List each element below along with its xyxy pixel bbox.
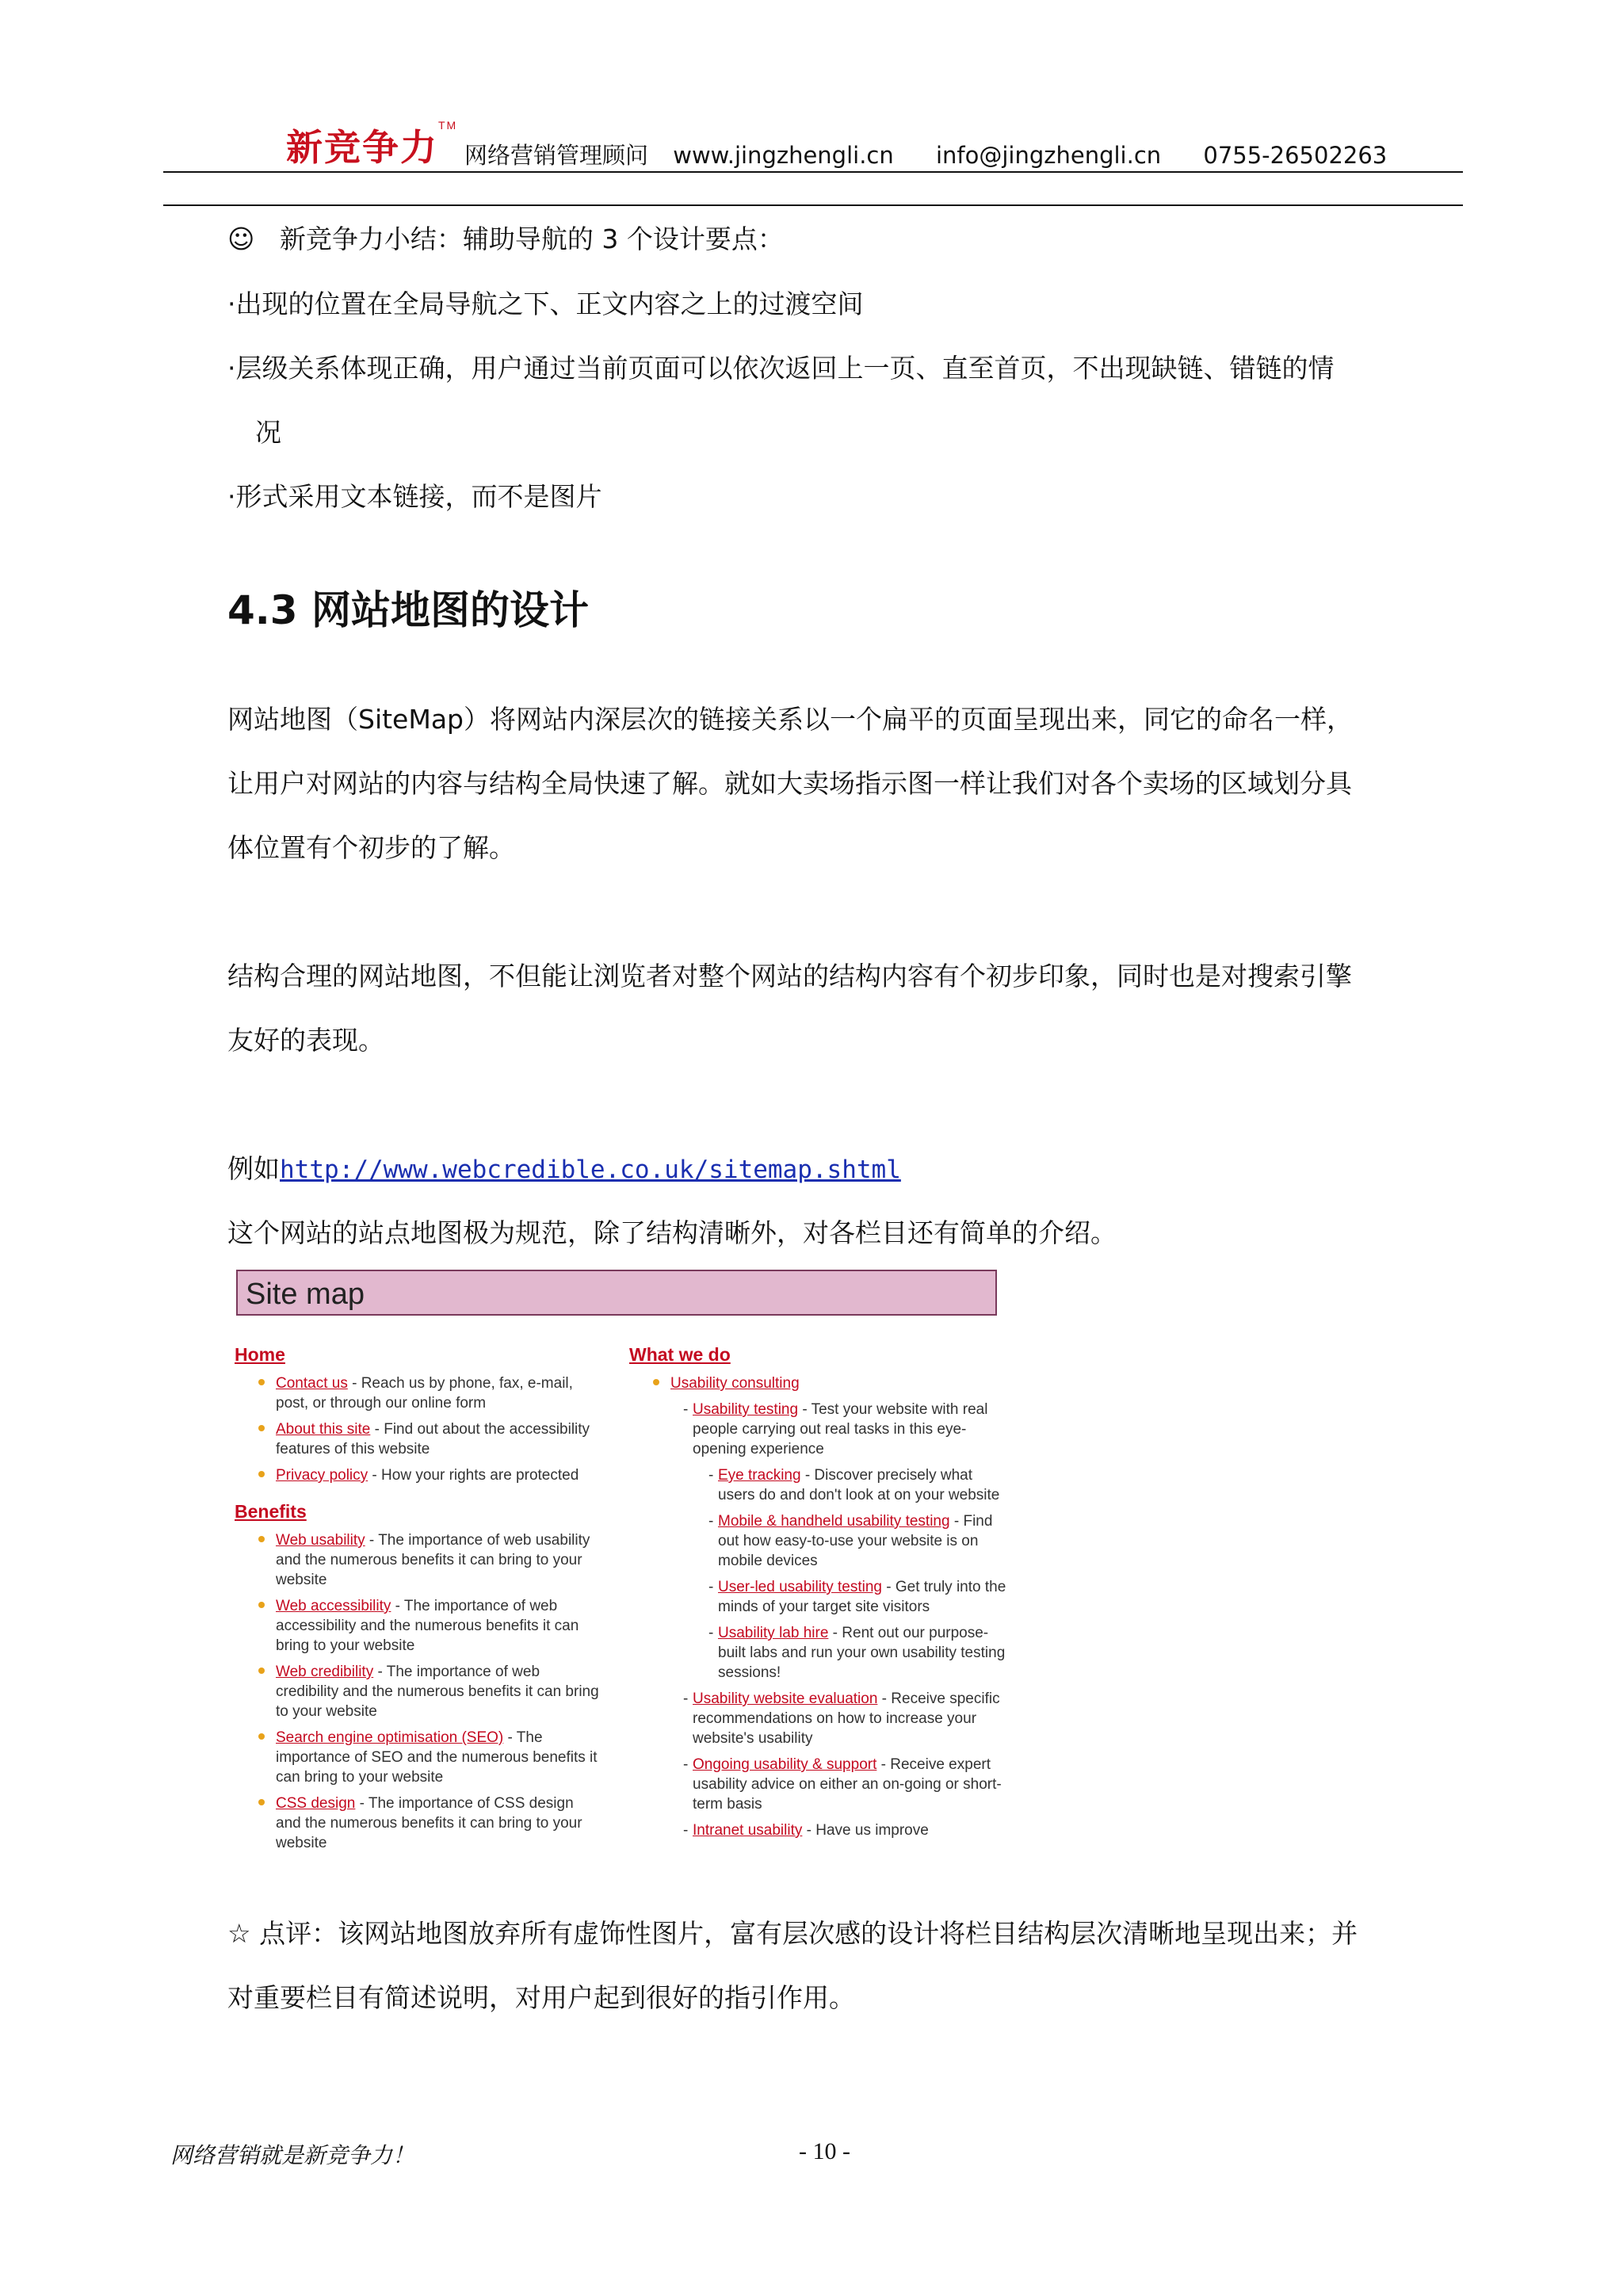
list-item: - Intranet usability - Have us improve xyxy=(683,1822,929,1839)
para2-line2: 友好的表现。 xyxy=(227,1025,384,1056)
list-item: - User-led usability testing - Get truly into the minds of your target site visitors xyxy=(708,1579,1006,1615)
bullet-icon xyxy=(258,1668,265,1674)
list-item: - Usability lab hire - Rent out our purpose-built labs and run your own usability testing sessions! xyxy=(708,1625,1006,1681)
header-divider-bottom xyxy=(163,204,1463,206)
list-item: - Ongoing usability & support - Receive expert usability advice on either an on-going or short-term basis xyxy=(683,1756,1002,1813)
review-line1: ☆ 点评：该网站地图放弃所有虚饰性图片，富有层次感的设计将栏目结构层次清晰地呈现出来；并 xyxy=(227,1918,1358,1949)
summary-bullet-2: ·层级关系体现正确，用户通过当前页面可以依次返回上一页、直至首页，不出现缺链、错链的情 xyxy=(227,353,1335,384)
sitemap-title-bar xyxy=(236,1270,997,1316)
header-website[interactable]: www.jingzhengli.cn xyxy=(673,142,894,169)
brand-logo: 新竞争力™ xyxy=(286,119,458,169)
sitemap-link[interactable]: Eye tracking xyxy=(718,1467,801,1484)
footer-slogan: 网络营销就是新竞争力！ xyxy=(170,2142,415,2168)
list-item: - Usability testing - Test your website with real people carrying out real tasks in this eye-opening experience xyxy=(683,1401,988,1457)
sitemap-link[interactable]: Usability testing xyxy=(693,1401,799,1418)
section-heading: 4.3 网站地图的设计 xyxy=(227,587,589,633)
header-subtitle: 网络营销管理顾问 xyxy=(464,142,649,169)
review-line2: 对重要栏目有简述说明，对用户起到很好的指引作用。 xyxy=(227,1982,855,2013)
sitemap-link[interactable]: Intranet usability xyxy=(693,1822,803,1839)
list-item: - Eye tracking - Discover precisely what users do and don't look at on your website xyxy=(708,1467,1000,1503)
list-item: Web usability - The importance of web usability and the numerous benefits it can bring to your website xyxy=(235,1530,601,1590)
header-divider-top xyxy=(163,171,1463,173)
list-item xyxy=(629,1373,995,1393)
page-header xyxy=(163,119,1463,174)
sitemap-what-we-do-link[interactable]: What we do xyxy=(629,1344,731,1365)
sitemap-left-column xyxy=(235,1344,607,1859)
bullet-icon xyxy=(258,1471,265,1477)
bullet-icon xyxy=(258,1799,265,1805)
list-item: Privacy policy - How your rights are protected xyxy=(235,1465,601,1485)
para1-line2: 让用户对网站的内容与结构全局快速了解。就如大卖场指示图一样让我们对各个卖场的区域划分具 xyxy=(227,768,1352,799)
sitemap-link[interactable]: Privacy policy xyxy=(276,1467,369,1484)
sitemap-benefits-link[interactable]: Benefits xyxy=(235,1501,307,1522)
header-contact-info xyxy=(464,138,1387,170)
header-email[interactable]: info@jingzhengli.cn xyxy=(935,142,1162,169)
header-phone: 0755-26502263 xyxy=(1203,142,1388,169)
sitemap-title: Site map xyxy=(246,1278,365,1311)
sitemap-link[interactable]: Search engine optimisation (SEO) xyxy=(276,1729,504,1746)
summary-bullet-1: ·出现的位置在全局导航之下、正文内容之上的过渡空间 xyxy=(227,288,864,319)
page-number: - 10 - xyxy=(799,2138,850,2164)
summary-title: ☺ 新竞争力小结：辅助导航的 3 个设计要点： xyxy=(227,223,784,254)
list-item: About this site - Find out about the accessibility features of this website xyxy=(235,1419,601,1459)
example-description: 这个网站的站点地图极为规范，除了结构清晰外，对各栏目还有简单的介绍。 xyxy=(227,1217,1117,1248)
bullet-icon xyxy=(258,1536,265,1542)
bullet-icon xyxy=(258,1425,265,1431)
list-item: Search engine optimisation (SEO) - The importance of SEO and the numerous benefits it can bring to your website xyxy=(235,1728,601,1787)
bullet-icon xyxy=(258,1379,265,1385)
sitemap-home-link[interactable]: Home xyxy=(235,1344,285,1365)
sitemap-link[interactable]: Web credibility xyxy=(276,1664,374,1680)
list-item: - Mobile & handheld usability testing - Find out how easy-to-use your website is on mobile devices xyxy=(708,1513,993,1569)
sitemap-link[interactable]: Mobile & handheld usability testing xyxy=(718,1513,950,1530)
sitemap-link[interactable]: Usability lab hire xyxy=(718,1625,829,1641)
sitemap-link[interactable]: Web usability xyxy=(276,1532,365,1549)
sitemap-right-column xyxy=(629,1344,1006,1847)
summary-bullet-2-cont: 况 xyxy=(255,417,281,448)
example-prefix: 例如 xyxy=(227,1153,280,1184)
trademark-mark: TM xyxy=(438,119,458,132)
list-item: Web credibility - The importance of web credibility and the numerous benefits it can bring to your website xyxy=(235,1662,601,1721)
example-link[interactable]: http://www.webcredible.co.uk/sitemap.shtml xyxy=(280,1156,901,1184)
sitemap-link[interactable]: User-led usability testing xyxy=(718,1579,882,1595)
bullet-icon xyxy=(258,1733,265,1740)
sitemap-link[interactable]: CSS design xyxy=(276,1795,356,1812)
para1-line1: 网站地图（SiteMap）将网站内深层次的链接关系以一个扁平的页面呈现出来，同它的命名一样， xyxy=(227,704,1353,735)
list-item: Web accessibility - The importance of web accessibility and the numerous benefits it can bring to your website xyxy=(235,1596,601,1656)
sitemap-link[interactable]: Usability website evaluation xyxy=(693,1690,878,1707)
bullet-icon xyxy=(653,1379,659,1385)
sitemap-link[interactable]: Ongoing usability & support xyxy=(693,1756,877,1773)
sitemap-link[interactable]: About this site xyxy=(276,1421,371,1438)
sitemap-screenshot xyxy=(231,1266,1024,1893)
example-line xyxy=(227,1152,901,1187)
smiley-icon: ☺ xyxy=(227,223,255,254)
para2-line1: 结构合理的网站地图，不但能让浏览者对整个网站的结构内容有个初步印象，同时也是对搜索引擎 xyxy=(227,961,1352,991)
bullet-icon xyxy=(258,1602,265,1608)
sitemap-link[interactable]: Usability consulting xyxy=(670,1375,800,1392)
sitemap-link[interactable]: Web accessibility xyxy=(276,1598,391,1614)
sitemap-link[interactable]: Contact us xyxy=(276,1375,348,1392)
list-item: CSS design - The importance of CSS design and the numerous benefits it can bring to your website xyxy=(235,1794,601,1853)
list-item: Contact us - Reach us by phone, fax, e-mail, post, or through our online form xyxy=(235,1373,601,1413)
list-item: - Usability website evaluation - Receive specific recommendations on how to increase your website's usability xyxy=(683,1690,1000,1747)
para1-line3: 体位置有个初步的了解。 xyxy=(227,832,515,863)
summary-bullet-3: ·形式采用文本链接，而不是图片 xyxy=(227,481,602,512)
